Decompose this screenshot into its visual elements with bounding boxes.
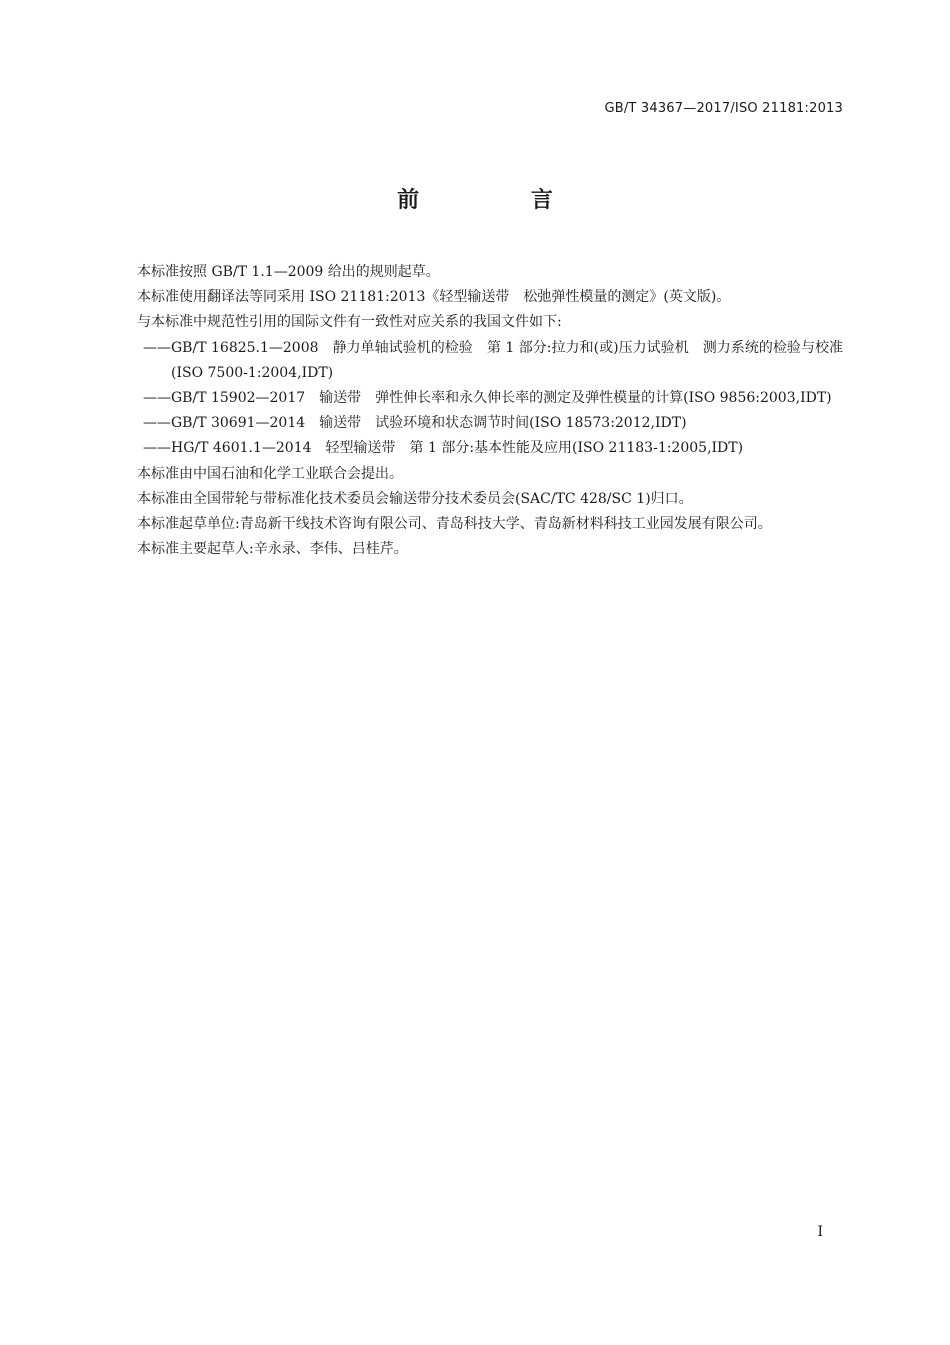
page-number: I xyxy=(817,1224,823,1240)
page-title: 前 言 xyxy=(397,188,605,213)
list-item-text: HG/T 4601.1—2014 轻型输送带 第 1 部分:基本性能及应用(ISO 21183-1:2005,IDT) xyxy=(171,440,744,457)
list-item xyxy=(108,411,843,436)
paragraph-adoption: 本标准使用翻译法等同采用 ISO 21181:2013《轻型输送带 松弛弹性模量的测定》(英文版)。 xyxy=(137,289,731,306)
list-item xyxy=(108,386,843,411)
paragraph-drafting-units: 本标准起草单位:青岛新干线技术咨询有限公司、青岛科技大学、青岛新材料科技工业园发展有限公司。 xyxy=(137,516,772,533)
list-dash: —— xyxy=(143,339,171,356)
paragraph-reference-intro: 与本标准中规范性引用的国际文件有一致性对应关系的我国文件如下: xyxy=(137,314,562,331)
list-item-text: GB/T 30691—2014 输送带 试验环境和状态调节时间(ISO 18573:2012,IDT) xyxy=(171,415,687,432)
standard-number-header: GB/T 34367—2017/ISO 21181:2013 xyxy=(604,101,843,116)
list-item-text: GB/T 16825.1—2008 静力单轴试验机的检验 第 1 部分:拉力和(或)压力试验机 测力系统的检验与校准(ISO 7500-1:2004,IDT) xyxy=(171,339,843,381)
list-dash: —— xyxy=(143,440,171,457)
paragraph-drafters: 本标准主要起草人:辛永录、李伟、吕桂芹。 xyxy=(137,541,408,558)
paragraph-committee: 本标准由全国带轮与带标准化技术委员会输送带分技术委员会(SAC/TC 428/SC 1)归口。 xyxy=(137,490,693,507)
paragraph-proposer: 本标准由中国石油和化学工业联合会提出。 xyxy=(137,465,403,482)
list-item xyxy=(108,436,843,461)
paragraph-drafting-rules: 本标准按照 GB/T 1.1—2009 给出的规则起草。 xyxy=(137,264,440,280)
list-item-text: GB/T 15902—2017 输送带 弹性伸长率和永久伸长率的测定及弹性模量的计算(ISO 9856:2003,IDT) xyxy=(171,390,832,407)
list-dash: —— xyxy=(143,390,171,407)
list-item xyxy=(108,336,843,386)
list-dash: —— xyxy=(143,415,171,432)
foreword-body xyxy=(108,260,843,562)
